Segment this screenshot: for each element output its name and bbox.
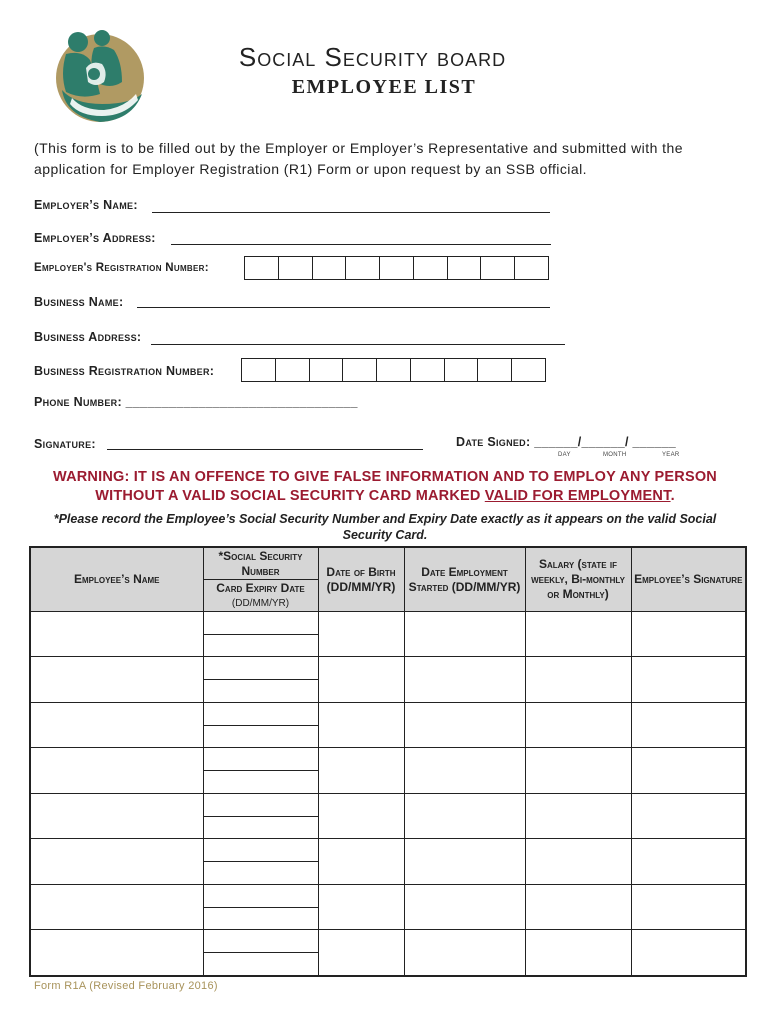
salary-cell[interactable]	[525, 748, 631, 793]
header-card-expiry: Card Expiry Date (DD/MM/YR)	[203, 580, 318, 612]
card-expiry-cell[interactable]	[203, 634, 318, 657]
start-date-cell[interactable]	[404, 612, 525, 657]
salary-cell[interactable]	[525, 612, 631, 657]
employee-name-cell[interactable]	[30, 793, 203, 838]
business-address-field[interactable]	[151, 344, 565, 345]
dob-cell[interactable]	[318, 702, 404, 747]
start-date-cell[interactable]	[404, 839, 525, 884]
warning-line-2: WITHOUT A VALID SOCIAL SECURITY CARD MARKED VALID FOR EMPLOYMENT.	[95, 488, 675, 504]
warning-text	[30, 468, 740, 506]
card-expiry-cell[interactable]	[203, 953, 318, 976]
table-row	[30, 748, 746, 771]
header-salary: Salary (state if weekly, Bi-monthly or Monthly)	[525, 547, 631, 612]
signature-cell[interactable]	[631, 930, 746, 976]
ssn-cell[interactable]	[203, 702, 318, 725]
document-title: EMPLOYEE LIST	[291, 76, 477, 98]
header-date-started: Date Employment Started (DD/MM/YR)	[404, 547, 525, 612]
date-month-caption: MONTH	[603, 452, 627, 458]
ssn-cell[interactable]	[203, 884, 318, 907]
phone-number-field[interactable]: Phone Number: ________________________________	[34, 395, 358, 409]
signature-cell[interactable]	[631, 793, 746, 838]
table-row	[30, 930, 746, 953]
employee-table	[29, 546, 747, 977]
expiry-format: (DD/MM/YR)	[231, 597, 290, 609]
business-name-field[interactable]	[137, 307, 550, 308]
ssn-cell[interactable]	[203, 612, 318, 635]
dob-cell[interactable]	[318, 657, 404, 702]
dob-cell[interactable]	[318, 748, 404, 793]
salary-cell[interactable]	[525, 657, 631, 702]
header-employee-name: Employee’s Name	[30, 547, 203, 612]
employee-name-cell[interactable]	[30, 702, 203, 747]
salary-cell[interactable]	[525, 884, 631, 929]
signature-cell[interactable]	[631, 839, 746, 884]
ssn-cell[interactable]	[203, 748, 318, 771]
signature-field[interactable]	[107, 449, 423, 450]
ssn-cell[interactable]	[203, 930, 318, 953]
start-date-cell[interactable]	[404, 748, 525, 793]
dob-cell[interactable]	[318, 612, 404, 657]
ssn-cell[interactable]	[203, 793, 318, 816]
employee-name-cell[interactable]	[30, 612, 203, 657]
org-title: Social Security board	[238, 42, 507, 72]
date-year-caption: YEAR	[662, 452, 680, 458]
employee-name-cell[interactable]	[30, 748, 203, 793]
signature-label: Signature:	[34, 437, 96, 451]
employer-name-field[interactable]	[152, 212, 550, 213]
employer-name-label: Employer’s Name:	[34, 198, 138, 212]
employer-address-label: Employer’s Address:	[34, 231, 156, 245]
start-date-cell[interactable]	[404, 702, 525, 747]
signature-cell[interactable]	[631, 657, 746, 702]
intro-text: (This form is to be filled out by the Employer or Employer’s Representative and submitted with the application for Employer Registration (R1) Form or upon request by an SSB official.	[34, 140, 683, 177]
employee-name-cell[interactable]	[30, 884, 203, 929]
dob-cell[interactable]	[318, 884, 404, 929]
table-row	[30, 702, 746, 725]
table-row	[30, 884, 746, 907]
ssn-cell[interactable]	[203, 839, 318, 862]
date-signed-field[interactable]: Date Signed: ______/______/ ______	[456, 435, 677, 449]
start-date-cell[interactable]	[404, 884, 525, 929]
table-row	[30, 657, 746, 680]
business-registration-boxes[interactable]	[241, 358, 546, 382]
employee-name-cell[interactable]	[30, 839, 203, 884]
signature-cell[interactable]	[631, 702, 746, 747]
card-expiry-cell[interactable]	[203, 680, 318, 703]
table-row	[30, 839, 746, 862]
employer-address-field[interactable]	[171, 244, 551, 245]
warning-line-1: WARNING: IT IS AN OFFENCE TO GIVE FALSE INFORMATION AND TO EMPLOY ANY PERSON	[53, 469, 717, 485]
card-expiry-cell[interactable]	[203, 907, 318, 930]
start-date-cell[interactable]	[404, 793, 525, 838]
dob-cell[interactable]	[318, 793, 404, 838]
signature-cell[interactable]	[631, 748, 746, 793]
dob-cell[interactable]	[318, 839, 404, 884]
business-name-label: Business Name:	[34, 295, 124, 309]
header-ssn: *Social Security Number	[203, 547, 318, 580]
valid-for-employment: VALID FOR EMPLOYMENT	[484, 488, 671, 504]
salary-cell[interactable]	[525, 930, 631, 976]
start-date-cell[interactable]	[404, 657, 525, 702]
signature-cell[interactable]	[631, 884, 746, 929]
employee-name-cell[interactable]	[30, 657, 203, 702]
card-expiry-cell[interactable]	[203, 862, 318, 885]
date-day-caption: DAY	[558, 452, 571, 458]
table-row	[30, 793, 746, 816]
dob-cell[interactable]	[318, 930, 404, 976]
salary-cell[interactable]	[525, 793, 631, 838]
ssn-note: *Please record the Employee’s Social Security Number and Expiry Date exactly as it appears on the valid Social Security Card.	[53, 512, 717, 542]
employer-registration-boxes[interactable]	[244, 256, 549, 280]
ssn-cell[interactable]	[203, 657, 318, 680]
signature-cell[interactable]	[631, 612, 746, 657]
start-date-cell[interactable]	[404, 930, 525, 976]
card-expiry-cell[interactable]	[203, 771, 318, 794]
employee-name-cell[interactable]	[30, 930, 203, 976]
form-footer: Form R1A (Revised February 2016)	[34, 980, 218, 992]
salary-cell[interactable]	[525, 702, 631, 747]
business-address-label: Business Address:	[34, 330, 142, 344]
header-employee-signature: Employee’s Signature	[631, 547, 746, 612]
business-registration-label: Business Registration Number:	[34, 364, 215, 378]
salary-cell[interactable]	[525, 839, 631, 884]
employer-registration-label: Employer's Registration Number:	[34, 262, 209, 274]
card-expiry-cell[interactable]	[203, 816, 318, 839]
card-expiry-cell[interactable]	[203, 725, 318, 748]
header-date-of-birth: Date of Birth (DD/MM/YR)	[318, 547, 404, 612]
table-row	[30, 612, 746, 635]
